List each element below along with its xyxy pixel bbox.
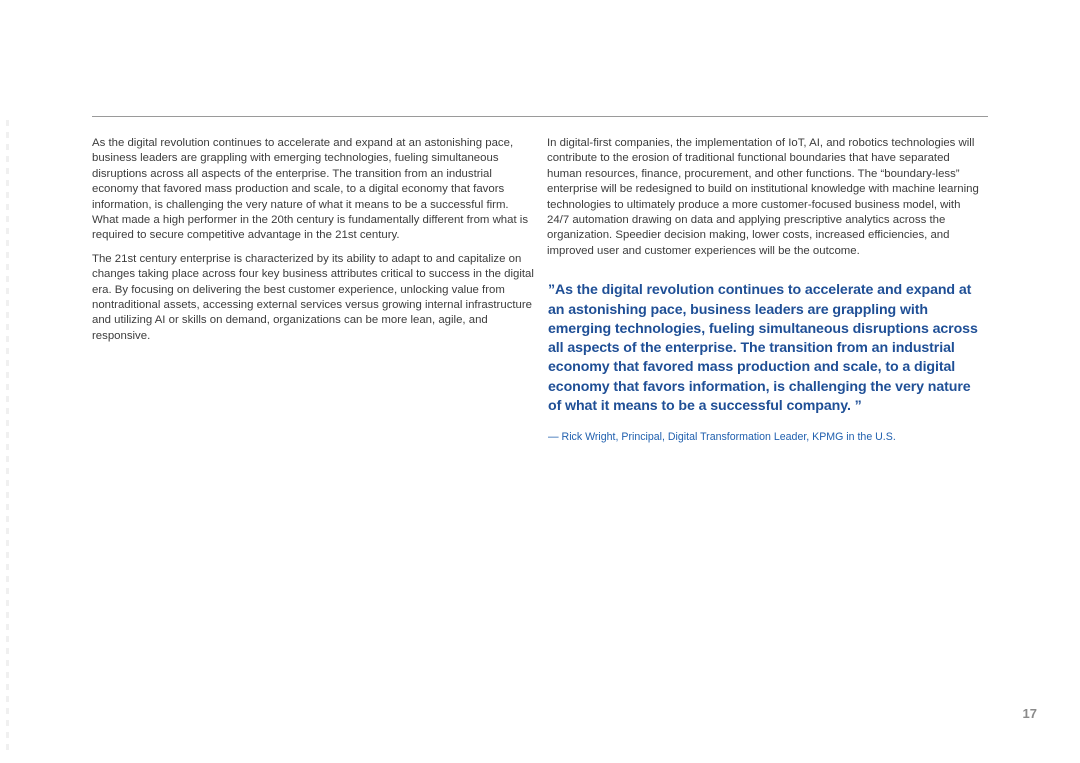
left-column [92, 136, 534, 352]
pull-quote: ”As the digital revolution continues to accelerate and expand at an astonishing pace, business leaders are grappling with emerging technologies, fueling simultaneous disruptions across all aspects of the enterprise. The transition from an industrial economy that favored mass production and scale, to a digital economy that favors information, is challenging the very nature of what it means to be a successful company. ” [548, 282, 978, 415]
body-paragraph-1: As the digital revolution continues to accelerate and expand at an astonishing pace, business leaders are grappling with emerging technologies, fueling simultaneous disruptions across all aspects of the enterprise. The transition from an industrial economy that favored mass production and scale, to a digital economy that favors information, is challenging the very nature of what it means to be a successful firm. What made a high performer in the 20th century is fundamentally different from what is required to secure competitive advantage in the 21st century. [92, 137, 529, 242]
page-number: 17 [1022, 706, 1037, 721]
header-divider [92, 116, 988, 117]
right-column [547, 136, 983, 444]
body-paragraph-3: In digital-first companies, the implementation of IoT, AI, and robotics technologies will contribute to the erosion of traditional functional boundaries that have separated human resources, finance, procurement, and other functions. The “boundary-less” enterprise will be redesigned to build on institutional knowledge with machine learning technologies to ultimately produce a more customer-focused business model, with 24/7 automation drawing on data and applying prescriptive analytics across the organization. Speedier decision making, lower costs, increased efficiencies, and improved user and customer experiences will be the outcome. [547, 137, 979, 257]
side-edge-marks [6, 120, 9, 750]
quote-attribution: — Rick Wright, Principal, Digital Transformation Leader, KPMG in the U.S. [548, 431, 896, 444]
body-paragraph-2: The 21st century enterprise is characterized by its ability to adapt to and capitalize on changes taking place across four key business attributes critical to success in the digital era. By focusing on delivering the best customer experience, unlocking value from nontraditional assets, accessing external services versus growing internal infrastructure and utilizing AI or skills on demand, organizations can be more lean, agile, and responsive. [92, 252, 534, 342]
